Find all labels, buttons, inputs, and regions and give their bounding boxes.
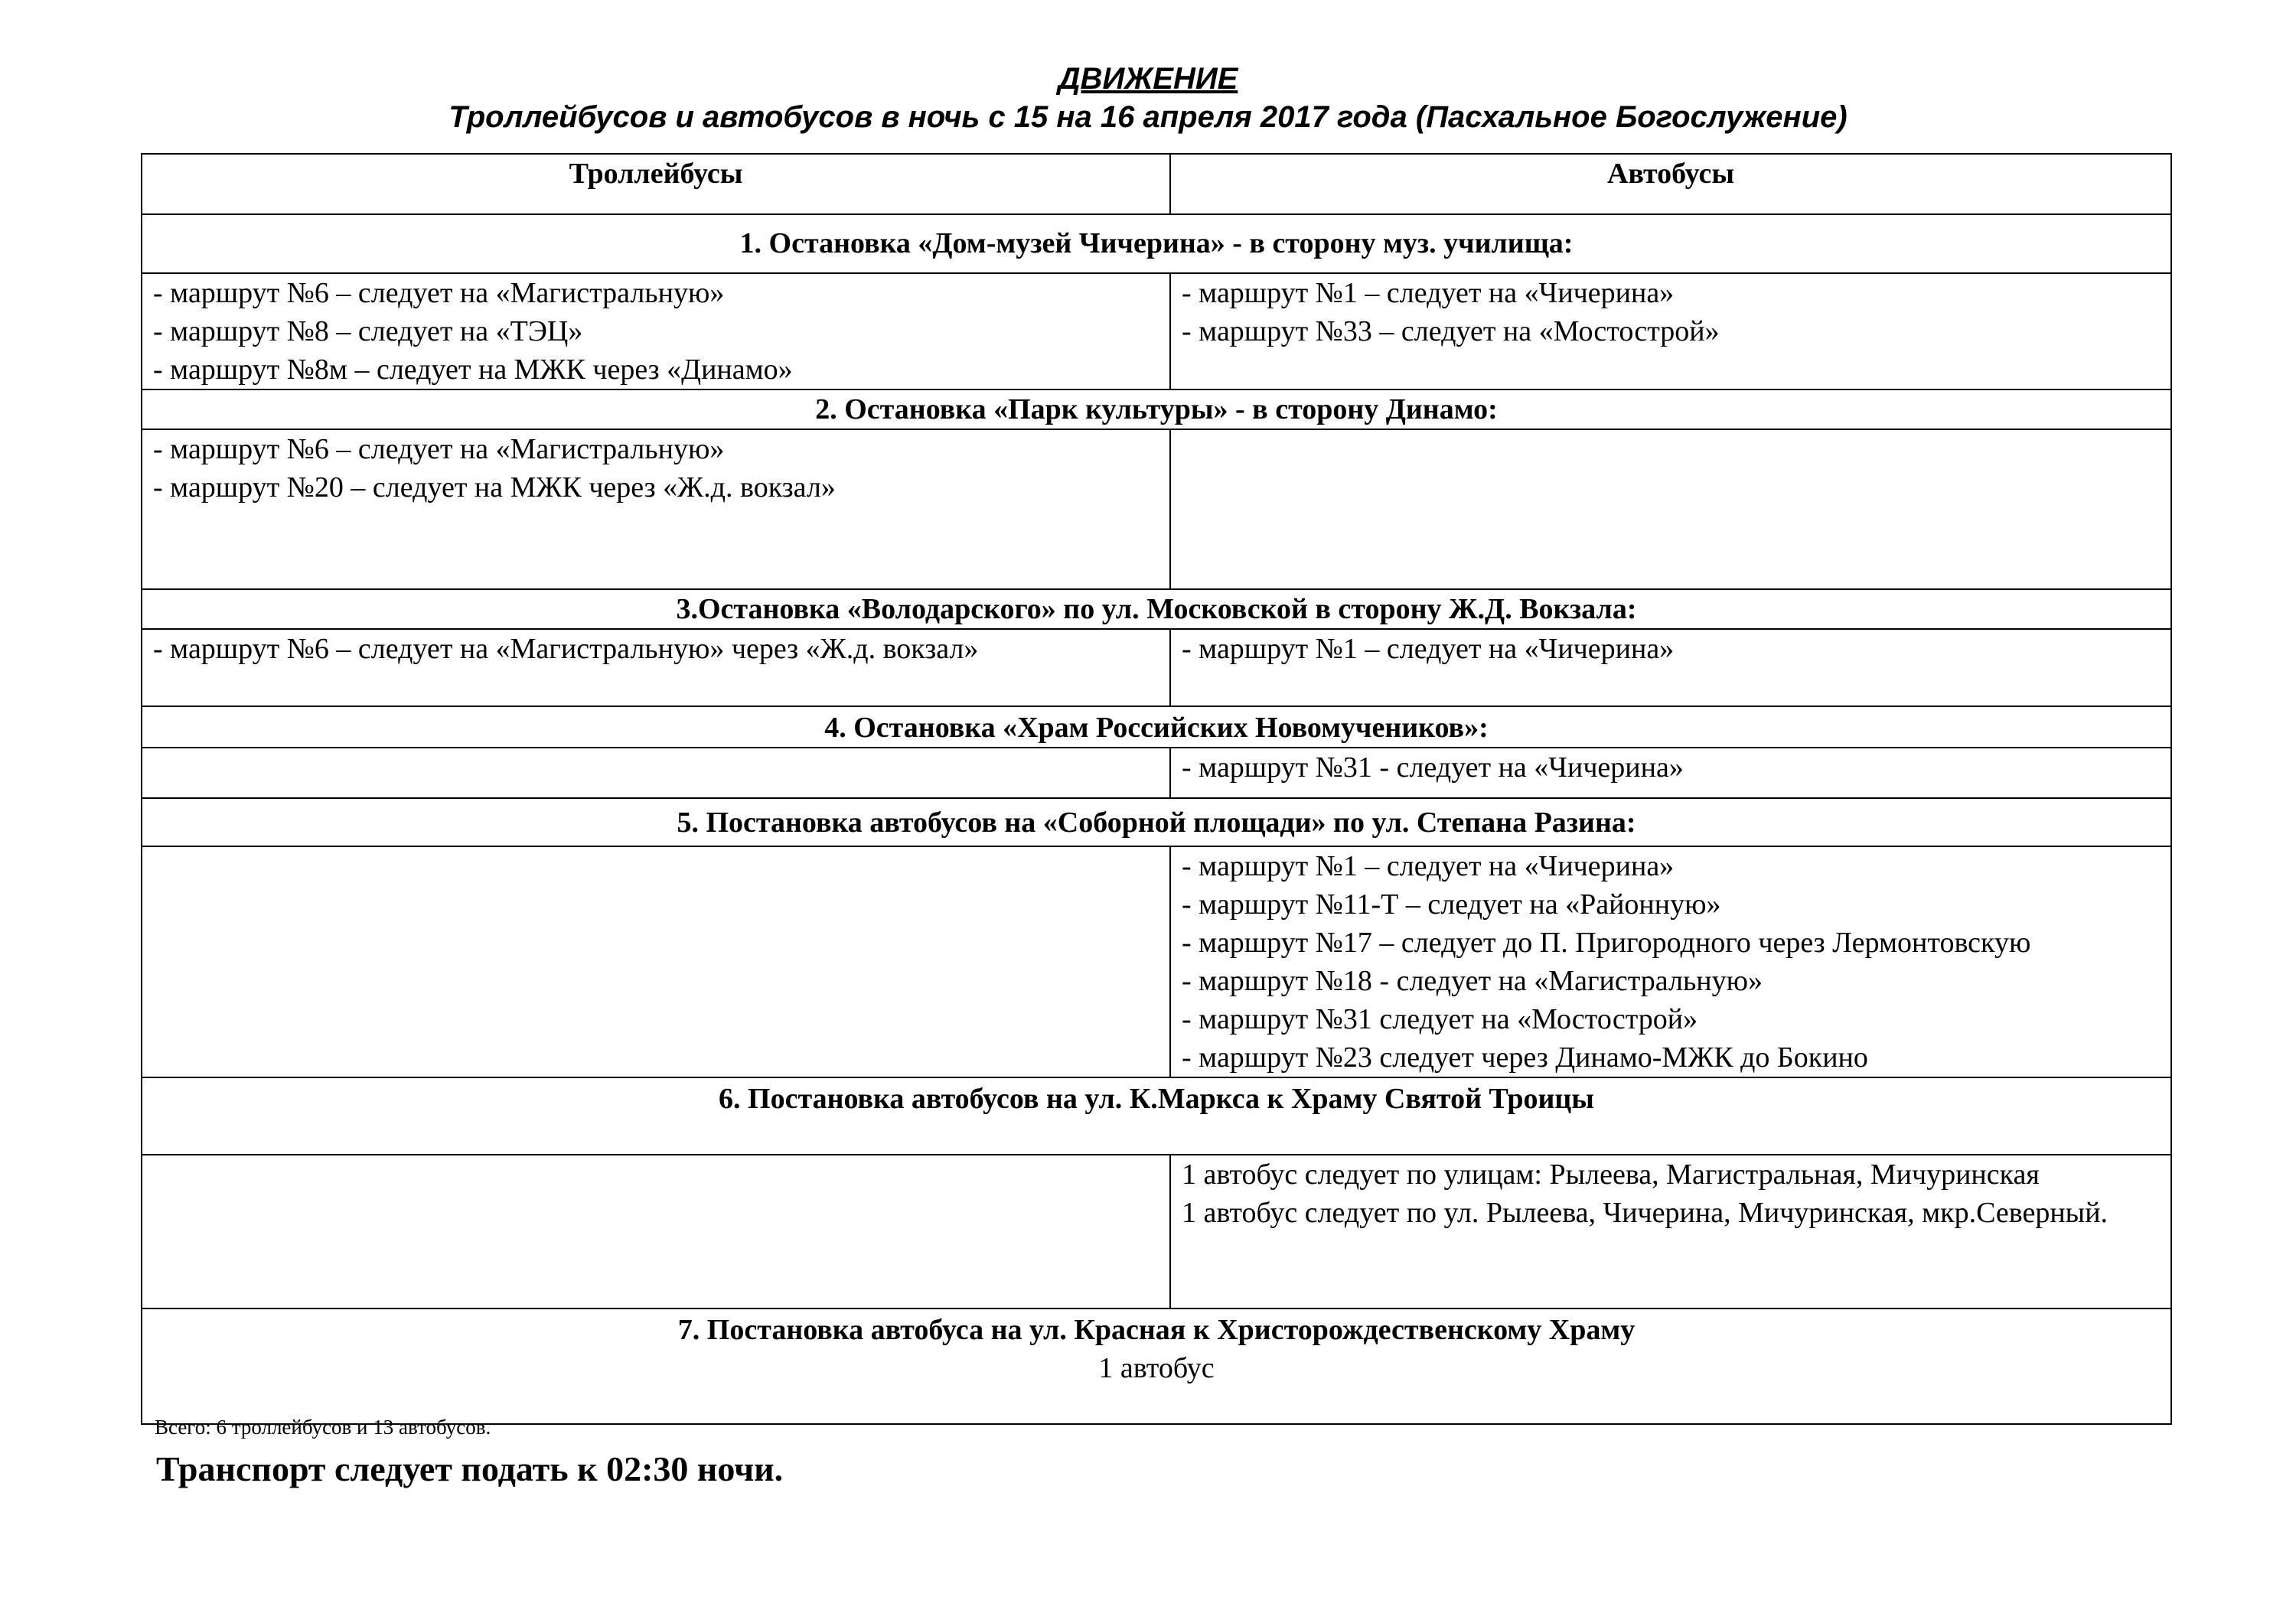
column-header-trolleybuses: Троллейбусы <box>142 154 1170 214</box>
trolleybus-cell <box>142 748 1170 798</box>
trolleybus-cell <box>142 429 1170 589</box>
bus-cell <box>1170 429 2171 589</box>
section-header-5 <box>142 798 2171 846</box>
section-row-5 <box>142 846 2171 1077</box>
route-line: - маршрут №6 – следует на «Магистральную» <box>153 277 725 309</box>
trolleybus-cell <box>142 273 1170 389</box>
section-row-6 <box>142 1155 2171 1309</box>
route-line: - маршрут №20 – следует на МЖК через «Ж.д. вокзал» <box>153 471 836 504</box>
section-header-1 <box>142 214 2171 273</box>
route-line: 1 автобус следует по ул. Рылеева, Чичерина, Мичуринская, мкр.Северный. <box>1182 1197 2108 1229</box>
column-header-buses: Автобусы <box>1170 154 2171 214</box>
section-note: 1 автобус <box>1098 1352 1215 1384</box>
section-header-3 <box>142 589 2171 629</box>
bus-cell <box>1170 629 2171 706</box>
trolleybus-cell <box>142 1155 1170 1309</box>
section-title: 2. Остановка «Парк культуры» - в сторону Динамо: <box>142 389 2171 429</box>
section-row-1 <box>142 273 2171 389</box>
route-line: - маршрут №31 - следует на «Чичерина» <box>1182 751 1684 784</box>
route-line: - маршрут №17 – следует до П. Пригородного через Лермонтовскую <box>1182 927 2031 959</box>
bus-cell <box>1170 748 2171 798</box>
total-count-note: Всего: 6 троллейбусов и 13 автобусов. <box>155 1416 491 1439</box>
route-line: - маршрут №6 – следует на «Магистральную» через «Ж.д. вокзал» <box>153 633 979 665</box>
schedule-table <box>141 153 2172 1425</box>
section-title: 7. Постановка автобуса на ул. Красная к Христорождественскому Храму <box>677 1314 1636 1346</box>
route-line: - маршрут №23 следует через Динамо-МЖК до Бокино <box>1182 1041 1868 1074</box>
bus-cell <box>1170 273 2171 389</box>
section-header-4 <box>142 706 2171 748</box>
section-header-6 <box>142 1077 2171 1155</box>
section-title: 5. Постановка автобусов на «Соборной площади» по ул. Степана Разина: <box>142 798 2171 846</box>
route-line: - маршрут №8 – следует на «ТЭЦ» <box>153 315 583 347</box>
route-line: - маршрут №33 – следует на «Мостострой» <box>1182 315 1720 347</box>
section-row-2 <box>142 429 2171 589</box>
column-header-row <box>142 154 2171 214</box>
route-line: - маршрут №1 – следует на «Чичерина» <box>1182 850 1675 882</box>
trolleybus-cell <box>142 846 1170 1077</box>
bus-cell <box>1170 1155 2171 1309</box>
route-line: 1 автобус следует по улицам: Рылеева, Магистральная, Мичуринская <box>1182 1159 2040 1191</box>
section-row-3 <box>142 629 2171 706</box>
route-line: - маршрут №31 следует на «Мостострой» <box>1182 1003 1698 1035</box>
route-line: - маршрут №18 - следует на «Магистральную» <box>1182 965 1763 997</box>
section-row-4 <box>142 748 2171 798</box>
section-row-7 <box>142 1309 2171 1424</box>
route-line: - маршрут №1 – следует на «Чичерина» <box>1182 277 1675 309</box>
document-subtitle: Троллейбусов и автобусов в ночь с 15 на 16 апреля 2017 года (Пасхальное Богослужение) <box>448 100 1848 134</box>
section-title-cell <box>142 1309 2171 1424</box>
section-header-2 <box>142 389 2171 429</box>
dispatch-time-notice: Транспорт следует подать к 02:30 ночи. <box>156 1449 784 1488</box>
section-title: 1. Остановка «Дом-музей Чичерина» - в сторону муз. училища: <box>142 214 2171 273</box>
trolleybus-cell <box>142 629 1170 706</box>
section-title: 4. Остановка «Храм Российских Новомучеников»: <box>142 706 2171 748</box>
bus-cell <box>1170 846 2171 1077</box>
section-title: 6. Постановка автобусов на ул. К.Маркса к Храму Святой Троицы <box>142 1077 2171 1155</box>
route-line: - маршрут №11-Т – следует на «Районную» <box>1182 888 1721 921</box>
route-line: - маршрут №6 – следует на «Магистральную» <box>153 433 725 465</box>
document-title: ДВИЖЕНИЕ <box>1058 62 1238 96</box>
section-title: 3.Остановка «Володарского» по ул. Московской в сторону Ж.Д. Вокзала: <box>142 589 2171 629</box>
route-line: - маршрут №8м – следует на МЖК через «Динамо» <box>153 354 793 386</box>
route-line: - маршрут №1 – следует на «Чичерина» <box>1182 633 1675 665</box>
